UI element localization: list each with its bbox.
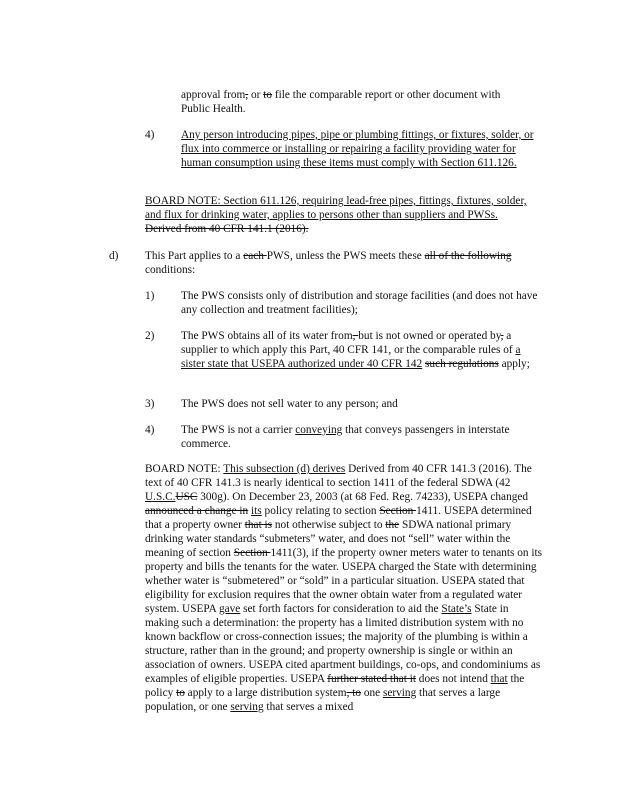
text-run: not otherwise subject to	[272, 519, 386, 531]
struck-text: all of the following	[424, 250, 512, 262]
text-run: PWS, unless the PWS meets these	[266, 250, 425, 262]
inserted-text: U.S.C.	[145, 491, 176, 503]
struck-text: the	[385, 519, 400, 531]
condition-1-paragraph: The PWS consists only of distribution and storage facilities (and does not have any collection and treatment facilities);	[181, 290, 538, 316]
struck-text: ,	[500, 330, 504, 342]
continuation-paragraph	[181, 88, 531, 116]
condition-2-paragraph	[181, 329, 543, 371]
struck-text: USC	[175, 491, 198, 503]
inserted-text: This subsection (d) derives	[223, 463, 346, 475]
struck-text: to	[176, 687, 185, 699]
board-note-paragraph	[145, 462, 543, 714]
condition-4-paragraph	[181, 423, 541, 451]
item-number: 1)	[145, 290, 155, 302]
struck-text: further stated that it	[327, 673, 416, 685]
struck-text: Section	[233, 547, 271, 559]
inserted-text: State’s	[441, 603, 472, 615]
text-run: but is not owned or operated by	[358, 330, 501, 342]
struck-text: such regulations	[425, 358, 499, 370]
text-run: that serves a large population, or one	[145, 687, 501, 713]
text-run: the policy	[145, 673, 525, 699]
text-run: The PWS obtains all of its water from	[181, 330, 353, 342]
inserted-text: gave	[218, 603, 241, 615]
subsection-4-paragraph: Any person introducing pipes, pipe or plumbing fittings, or fixtures, solder, or flux into commerce or installing or repairing a facility providing water for human consumption using these items must comply with Section 611.126.	[181, 129, 534, 169]
text-run: does not intend	[415, 673, 491, 685]
item-number: 4)	[145, 424, 155, 436]
text-run: one	[361, 687, 383, 699]
text-run: conditions:	[145, 264, 196, 276]
item-number: 4)	[145, 129, 155, 141]
text-run: apply to a large distribution system	[184, 687, 347, 699]
text-run: that serves a mixed	[263, 701, 354, 713]
text-run: apply;	[498, 358, 530, 370]
struck-text: to	[263, 89, 272, 101]
item-number: 3)	[145, 398, 155, 410]
inserted-text: BOARD NOTE: Section 611.126, requiring lead-free pipes, fittings, fixtures, solder, and flux for drinking water, applies to persons other than suppliers and PWSs.	[145, 195, 527, 221]
inserted-text: conveying	[295, 424, 343, 436]
struck-text: , to	[346, 687, 361, 699]
text-run: 1411(3), if the property owner meters water to tenants on its property and bills the tenants for the water. USEPA charged the State with determining whether water is “submetered” or “sold” in a particular situation. USEPA stated that eligibility for exclusion requires that the owner obtain water from a regulated water system. USEPA	[145, 547, 543, 615]
condition-3-paragraph: The PWS does not sell water to any person; and	[181, 398, 398, 410]
text-run: SDWA national primary drinking water standards “submeters” water, and does not “sell” water within the meaning of section	[145, 519, 512, 559]
inserted-text: serving	[230, 701, 264, 713]
text-run: policy relating to section	[261, 505, 380, 517]
text-run: a supplier to which apply this Part, 40 CFR 141, or the comparable rules of	[181, 330, 516, 356]
text-run: set forth factors for consideration to aid the	[240, 603, 442, 615]
text-run: Derived from 40 CFR 141.3 (2016). The text of 40 CFR 141.3 is nearly identical to section 1411 of the federal SDWA (42	[145, 463, 532, 489]
subsection-d-paragraph	[145, 249, 540, 277]
text-run: 300g). On December 23, 2003 (at 68 Fed. Reg. 74233), USEPA changed	[197, 491, 529, 503]
item-number: 2)	[145, 330, 155, 342]
text-run: State in making such a determination: the property has a limited distribution system with no known backflow or cross-connection issues; the majority of the plumbing is within a structure, rather than in the ground; and property ownership is single or within an association of owners. USEPA cited apartment buildings, co-ops, and condominiums as examples of eligible properties. USEPA	[145, 603, 541, 685]
text-run: approval from	[181, 89, 246, 101]
board-note-paragraph	[145, 194, 537, 236]
struck-text: Section	[379, 505, 417, 517]
struck-text: ,	[352, 330, 359, 342]
text-run: BOARD NOTE:	[145, 463, 224, 475]
struck-text: Derived from 40 CFR 141.1 (2016).	[145, 223, 309, 235]
inserted-text: serving	[382, 687, 417, 699]
inserted-text: its	[251, 505, 262, 517]
struck-text: that is	[244, 519, 273, 531]
struck-text: each	[243, 250, 267, 262]
text-run: This Part applies to a	[145, 250, 244, 262]
subsection-label: d)	[109, 250, 119, 262]
text-run: 1411. USEPA determined that a property owner	[145, 505, 532, 531]
text-run: or	[248, 89, 264, 101]
struck-text: announced a change in	[145, 505, 249, 517]
inserted-text: a sister state that USEPA authorized under 40 CFR 142	[181, 344, 521, 370]
inserted-text: that	[490, 673, 508, 685]
text-run: file the comparable report or other document with Public Health.	[181, 89, 501, 115]
struck-text: ,	[245, 89, 249, 101]
text-run: The PWS is not a carrier	[181, 424, 296, 436]
text-run: that conveys passengers in interstate commerce.	[181, 424, 510, 450]
